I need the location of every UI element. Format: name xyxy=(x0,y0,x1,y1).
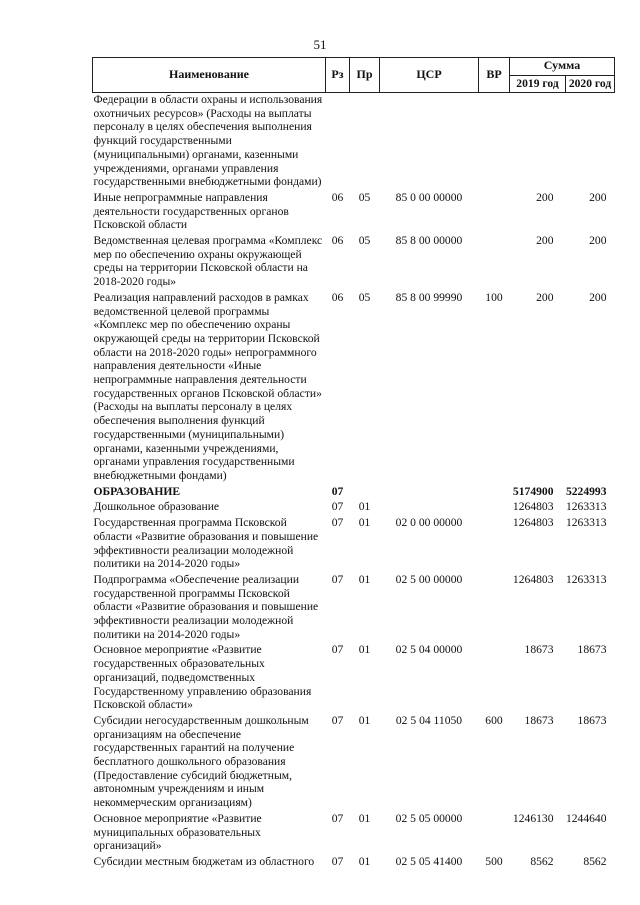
table-row xyxy=(93,93,615,189)
table-row xyxy=(93,232,615,289)
header-csr: ЦСР xyxy=(380,58,479,93)
row-rz: 06 xyxy=(331,290,344,304)
row-rz: 07 xyxy=(331,854,344,868)
header-rz: Рз xyxy=(326,58,350,93)
row-csr xyxy=(380,498,479,514)
row-vr: 600 xyxy=(485,713,503,727)
row-sum-2019: 200 xyxy=(536,234,554,248)
row-pr xyxy=(350,483,380,499)
table-row xyxy=(93,641,615,712)
row-sum-2019: 1246130 xyxy=(512,811,554,825)
row-vr xyxy=(479,483,510,499)
row-sum-2019: 8562 xyxy=(530,854,554,868)
row-sum-2019: 18673 xyxy=(524,643,554,657)
row-vr xyxy=(479,189,510,232)
row-pr: 01 xyxy=(358,811,371,825)
row-name: Субсидии местным бюджетам из областного xyxy=(93,854,315,868)
row-sum-2020: 5224993 xyxy=(565,484,607,498)
page-number: 51 xyxy=(313,37,327,52)
row-csr xyxy=(380,93,479,189)
row-rz: 06 xyxy=(331,234,344,248)
row-sum-2019: 1264803 xyxy=(512,516,554,530)
row-name: Реализация направлений расходов в рамках ведомственной целевой программы «Комплекс мер по обеспечению охраны окружающей среды на территории Псковской области на 2018-2020 годы» непрограммного направления деятельности «Иные непрограммные направления деятельности государственных органов Псковской области» (Расходы на выплаты персоналу в целях обеспечения выполнения функций государственными (муниципальными) органами, казенными учреждениями, органами управления государственными внебюджетными фондами) xyxy=(93,290,322,482)
row-sum-2020: 1244640 xyxy=(565,811,607,825)
row-sum-2020: 200 xyxy=(589,234,607,248)
row-csr: 85 8 00 00000 xyxy=(395,234,463,248)
row-sum-2020: 1263313 xyxy=(565,500,607,514)
row-rz: 07 xyxy=(331,516,344,530)
row-rz: 06 xyxy=(331,190,344,204)
row-vr xyxy=(479,810,510,853)
row-csr: 02 5 00 00000 xyxy=(395,572,463,586)
header-vr: ВР xyxy=(479,58,510,93)
row-pr: 01 xyxy=(358,500,371,514)
row-sum-2020: 18673 xyxy=(577,643,607,657)
row-sum-2019: 200 xyxy=(536,290,554,304)
row-csr: 02 5 05 00000 xyxy=(395,811,463,825)
row-sum-2020: 1263313 xyxy=(565,516,607,530)
table-row xyxy=(93,498,615,514)
table-body xyxy=(93,93,615,869)
row-csr: 02 5 04 11050 xyxy=(395,713,463,727)
row-sum-2019: 1264803 xyxy=(512,500,554,514)
row-csr: 02 0 00 00000 xyxy=(395,516,463,530)
row-pr: 01 xyxy=(358,516,371,530)
row-name: Иные непрограммные направления деятельности государственных органов Псковской области xyxy=(93,190,289,232)
table-header xyxy=(93,58,615,93)
row-pr: 01 xyxy=(358,854,371,868)
table-row xyxy=(93,853,615,869)
row-sum-2020: 200 xyxy=(589,290,607,304)
header-2019: 2019 год xyxy=(510,75,566,93)
row-csr: 85 0 00 00000 xyxy=(395,190,463,204)
row-sum-2019 xyxy=(510,93,566,189)
row-name: Федерации в области охраны и использования охотничьих ресурсов» (Расходы на выплаты персоналу в целях обеспечения выполнения функций государственными (муниципальными) органами, казенными учреждениями, органами управления государственными внебюджетными фондами) xyxy=(93,93,323,189)
row-rz: 07 xyxy=(331,572,344,586)
row-sum-2020 xyxy=(566,93,615,189)
row-sum-2019: 200 xyxy=(536,190,554,204)
row-vr xyxy=(479,641,510,712)
row-name: Основное мероприятие «Развитие муниципальных образовательных организаций» xyxy=(93,811,262,853)
row-sum-2019: 1264803 xyxy=(512,572,554,586)
row-rz xyxy=(326,93,350,189)
row-sum-2020: 8562 xyxy=(583,854,607,868)
row-sum-2019: 18673 xyxy=(524,713,554,727)
row-vr: 100 xyxy=(485,290,503,304)
row-pr: 01 xyxy=(358,572,371,586)
row-csr: 85 8 00 99990 xyxy=(395,290,463,304)
row-name: Основное мероприятие «Развитие государственных образовательных организаций, подведомственных Государственному управлению образования Псковской области» xyxy=(93,643,312,712)
table-row xyxy=(93,483,615,499)
table-row xyxy=(93,514,615,571)
budget-table-wrapper xyxy=(92,57,614,869)
table-row xyxy=(93,289,615,483)
header-sum: Сумма xyxy=(510,58,615,76)
row-vr xyxy=(479,514,510,571)
row-name: Субсидии негосударственным дошкольным организациям на обеспечение государственных гарантий на получение бесплатного дошкольного образования (Предоставление субсидий бюджетным, автономным учреждениям и иным некоммерческим организациям) xyxy=(93,713,309,810)
row-rz: 07 xyxy=(331,811,344,825)
row-rz: 07 xyxy=(331,643,344,657)
row-name: Ведомственная целевая программа «Комплекс мер по обеспечению охраны окружающей среды на территории Псковской области на 2018-2020 годы» xyxy=(93,234,323,289)
row-name: Государственная программа Псковской области «Развитие образования и повышение эффективности реализации молодежной политики на 2014-2020 годы» xyxy=(93,516,319,571)
table-row xyxy=(93,571,615,642)
row-pr: 05 xyxy=(358,234,371,248)
row-name: ОБРАЗОВАНИЕ xyxy=(93,484,181,498)
row-pr: 05 xyxy=(358,290,371,304)
header-2020: 2020 год xyxy=(566,75,615,93)
header-name: Наименование xyxy=(93,58,326,93)
row-rz: 07 xyxy=(331,484,344,498)
table-row xyxy=(93,712,615,810)
row-csr: 02 5 04 00000 xyxy=(395,643,463,657)
row-vr: 500 xyxy=(485,854,503,868)
table-row xyxy=(93,810,615,853)
row-rz: 07 xyxy=(331,500,344,514)
row-sum-2020: 18673 xyxy=(577,713,607,727)
row-vr xyxy=(479,498,510,514)
row-sum-2020: 1263313 xyxy=(565,572,607,586)
row-rz: 07 xyxy=(331,713,344,727)
row-sum-2019: 5174900 xyxy=(512,484,554,498)
row-pr: 01 xyxy=(358,643,371,657)
row-name: Дошкольное образование xyxy=(93,500,220,514)
row-pr xyxy=(350,93,380,189)
table-row xyxy=(93,189,615,232)
row-name: Подпрограмма «Обеспечение реализации государственной программы Псковской области «Развитие образования и повышение эффективности реализации молодежной политики на 2014-2020 годы» xyxy=(93,572,319,641)
budget-table xyxy=(92,57,615,869)
row-vr xyxy=(479,93,510,189)
row-pr: 01 xyxy=(358,713,371,727)
header-pr: Пр xyxy=(350,58,380,93)
row-vr xyxy=(479,232,510,289)
row-csr xyxy=(380,483,479,499)
row-csr: 02 5 05 41400 xyxy=(395,854,463,868)
row-vr xyxy=(479,571,510,642)
row-pr: 05 xyxy=(358,190,371,204)
row-sum-2020: 200 xyxy=(589,190,607,204)
